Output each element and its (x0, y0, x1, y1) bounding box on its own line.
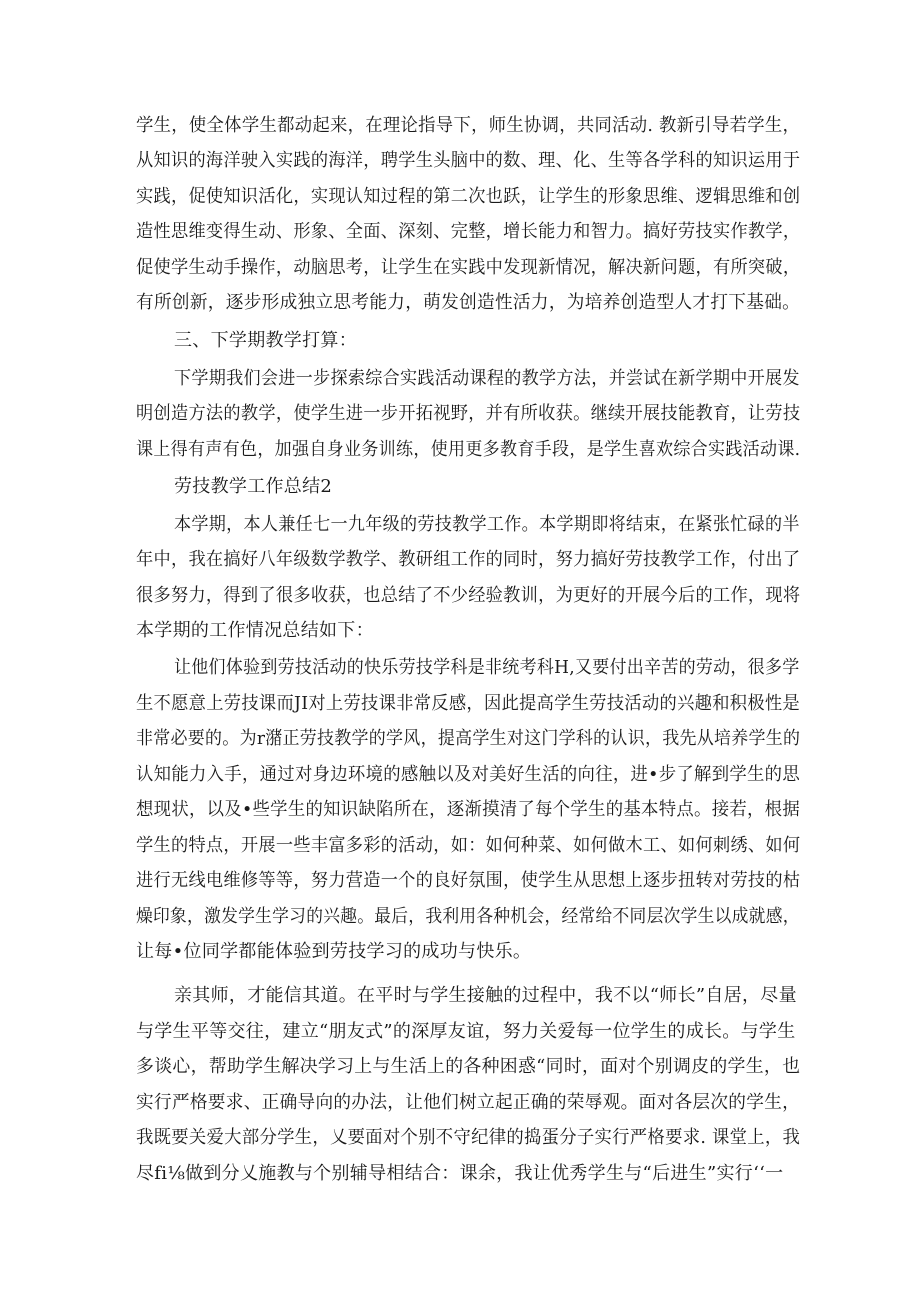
body-line: 燥印象，激发学生学习的兴趣。最后，我利用各种机会，经常给不同层次学生以成就感， (136, 906, 800, 927)
body-line: 课上得有声有色，加强自身业务训练，使用更多教育手段，是学生喜欢综合实践活动课. (136, 439, 801, 460)
body-line: 年中，我在搞好八年级数学教学、教研组工作的同时，努力搞好劳技教学工作，付出了 (136, 549, 801, 570)
body-line: 非常必要的。为r潴正劳技教学的学风，提高学生对这门学科的认识，我先从培养学生的 (136, 728, 801, 749)
section-title: 劳技教学工作总结2 (174, 476, 333, 497)
body-line: 让每•位同学都能体验到劳技学习的成功与快乐。 (136, 941, 532, 962)
body-line: 明创造方法的教学，使学生进一步开拓视野，并有所收获。继续开展技能教育，让劳技 (136, 403, 801, 424)
body-line: 生不愿意上劳技课而JI对上劳技课非常反感，因此提高学生劳技活动的兴趣和积极性是 (136, 693, 801, 714)
body-line: 本学期的工作情况总结如下： (136, 620, 374, 641)
body-line: 进行无线电维修等等，努力营造一个的良好氛围，使学生从思想上逐步扭转对劳技的枯 (136, 870, 801, 891)
body-line: 造性思维变得生动、形象、全面、深刻、完整，增长能力和智力。搞好劳技实作教学， (136, 221, 801, 242)
body-line: 很多努力，得到了很多收获，也总结了不少经验教训，为更好的开展今后的工作，现将 (136, 585, 801, 606)
body-line: 本学期，本人兼任七一九年级的劳技教学工作。本学期即将结束，在紧张忙碌的半 (174, 514, 800, 535)
body-line: 实行严格要求、正确导向的办法，让他们树立起正确的荣辱观。面对各层次的学生， (136, 1092, 801, 1113)
body-line: 亲其师，才能信其道。在平时与学生接触的过程中，我不以“师长”自居，尽量 (174, 985, 797, 1006)
body-line: 学生的特点，开展一些丰富多彩的活动，如：如何种菜、如何做木工、如何刺绣、如何 (136, 835, 801, 856)
body-line: 下学期我们会进一步探索综合实践活动课程的教学方法，并尝试在新学期中开展发 (174, 368, 800, 389)
body-line: 学生，使全体学生都动起来，在理论指导下，师生协调，共同活动. 教新引导若学生， (136, 115, 801, 136)
body-line: 从知识的海洋驶入实践的海洋，聘学生头脑中的数、理、化、生等各学科的知识运用于 (136, 150, 801, 171)
body-line: 尽fi⅛做到分乂施教与个别辅导相结合：课余，我让优秀学生与“后进生”实行‘‘一 (136, 1163, 784, 1184)
body-line: 多谈心，帮助学生解决学习上与生活上的各种困惑“同时，面对个别调皮的学生，也 (136, 1056, 801, 1077)
body-line: 认知能力入手，通过对身边环境的感触以及对美好生活的向往，进•步了解到学生的思 (136, 764, 801, 785)
body-line: 我既要关爱大部分学生，乂要面对个别不守纪律的捣蛋分子实行严格要求. 课堂上，我 (136, 1127, 801, 1148)
body-line: 让他们体验到劳技活动的快乐劳技学科是非统考科H,又要付出辛苦的劳动，很多学 (174, 657, 800, 678)
body-line: 实践，促使知识活化，实现认知过程的第二次也跃，让学生的形象思维、逻辑思维和创 (136, 186, 801, 207)
body-line: 与学生平等交往，建立“朋友式”的深厚友谊，努力关爱每一位学生的成长。与学生 (136, 1021, 796, 1042)
body-line: 促使学生动手操作，动脑思考，让学生在实践中发现新情况，解决新问题，有所突破， (136, 257, 801, 278)
body-line: 想现状，以及•些学生的知识缺陷所在，逐渐摸清了每个学生的基本特点。接若，根据 (136, 799, 801, 820)
body-line: 有所创新，逐步形成独立思考能力，萌发创造性活力，为培养创造型人才打下基础。 (136, 292, 801, 313)
section-heading: 三、下学期教学打算： (174, 330, 357, 351)
